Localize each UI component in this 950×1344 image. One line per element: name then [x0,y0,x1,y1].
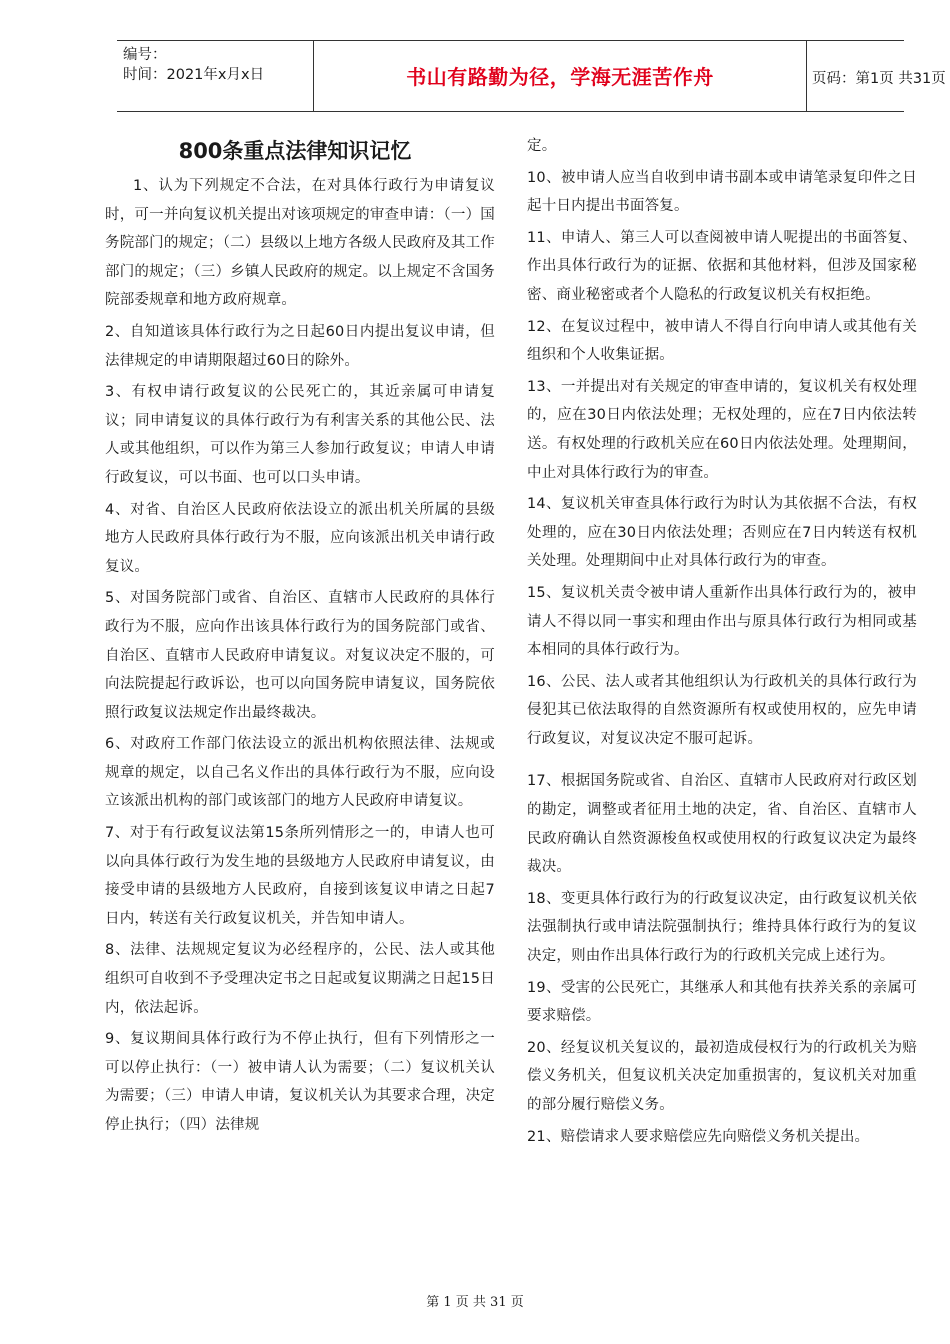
paragraph: 2、自知道该具体行政行为之日起60日内提出复议申请，但法律规定的申请期限超过60日的除外。 [105,323,495,369]
motto: 书山有路勤为径，学海无涯苦作舟 [406,65,714,89]
paragraph: 8、法律、法规规定复议为必经程序的，公民、法人或其他组织可自收到不予受理决定书之日起或复议期满之日起15日内，依法起诉。 [105,942,495,1016]
page-code: 页码：第1页 共31页 [812,71,946,87]
paragraph: 19、受害的公民死亡，其继承人和其他有扶养关系的亲属可要求赔偿。 [527,979,917,1025]
header-left-cell [117,41,313,111]
paragraph: 1、认为下列规定不合法，在对具体行政行为申请复议时，可一并向复议机关提出对该项规定的审查申请：（一）国务院部门的规定；（二）县级以上地方各级人民政府及其工作部门的规定；（三）乡镇人民政府的规定。以上规定不含国务院部委规章和地方政府规章。 [105,178,495,309]
paragraph: 18、变更具体行政行为的行政复议决定，由行政复议机关依法强制执行或申请法院强制执行；维持具体行政行为的复议决定，则由作出具体行政行为的行政机关完成上述行为。 [527,890,917,965]
paragraph: 16、公民、法人或者其他组织认为行政机关的具体行政行为侵犯其已依法取得的自然资源所有权或使用权的，应先申请行政复议，对复议决定不服可起诉。 [527,673,917,747]
paragraph: 12、在复议过程中，被申请人不得自行向申请人或其他有关组织和个人收集证据。 [527,318,917,364]
paragraph: 14、复议机关审查具体行政行为时认为其依据不合法，有权处理的，应在30日内依法处理；否则应在7日内转送有权机关处理。处理期间中止对具体行政行为的审查。 [527,496,917,570]
paragraph: 4、对省、自治区人民政府依法设立的派出机关所属的县级地方人民政府具体行政行为不服，应向该派出机关申请行政复议。 [105,501,495,575]
paragraph: 定。 [527,138,557,154]
header-motto-cell [313,41,807,111]
header-right-cell [806,41,946,111]
number-label: 编号： [123,47,167,63]
page-footer: 第 1 页 共 31 页 [426,1295,524,1310]
paragraph: 17、根据国务院或省、自治区、直辖市人民政府对行政区划的勘定，调整或者征用土地的决定，省、自治区、直辖市人民政府确认自然资源梭鱼权或使用权的行政复议决定为最终裁决。 [527,773,917,876]
paragraph: 7、对于有行政复议法第15条所列情形之一的，申请人也可以向具体行政行为发生地的县级地方人民政府申请复议，由接受申请的县级地方人民政府，自接到该复议申请之日起7日内，转送有关行政复议机关，并告知申请人。 [105,825,495,927]
paragraph: 11、申请人、第三人可以查阅被申请人呢提出的书面答复、作出具体行政行为的证据、依据和其他材料，但涉及国家秘密、商业秘密或者个人隐私的行政复议机关有权拒绝。 [527,229,917,303]
paragraph: 20、经复议机关复议的，最初造成侵权行为的行政机关为赔偿义务机关，但复议机关决定加重损害的，复议机关对加重的部分履行赔偿义务。 [527,1039,917,1113]
paragraph: 13、一并提出对有关规定的审查申请的，复议机关有权处理的，应在30日内依法处理；无权处理的，应在7日内依法转送。有权处理的行政机关应在60日内依法处理。处理期间，中止对具体行政行为的审查。 [527,378,917,481]
document-title: 800条重点法律知识记忆 [178,139,412,163]
paragraph: 5、对国务院部门或省、自治区、直辖市人民政府的具体行政行为不服，应向作出该具体行政行为的国务院部门或省、自治区、直辖市人民政府申请复议。对复议决定不服的，可向法院提起行政诉讼，也可以向国务院申请复议，国务院依照行政复议法规定作出最终裁决。 [105,590,495,721]
paragraph: 9、复议期间具体行政行为不停止执行，但有下列情形之一可以停止执行：（一）被申请人认为需要；（二）复议机关认为需要；（三）申请人申请，复议机关认为其要求合理，决定停止执行；（四）法律规 [105,1031,495,1133]
right-column [527,132,917,1154]
paragraph: 3、有权申请行政复议的公民死亡的，其近亲属可申请复议；同申请复议的具体行政行为有利害关系的其他公民、法人或其他组织，可以作为第三人参加行政复议；申请人申请行政复议，可以书面、也可以口头申请。 [105,384,495,486]
paragraph: 6、对政府工作部门依法设立的派出机构依照法律、法规或规章的规定，以自己名义作出的具体行政行为不服，应向设立该派出机构的部门或该部门的地方人民政府申请复议。 [105,736,495,810]
paragraph: 15、复议机关责令被申请人重新作出具体行政行为的，被申请人不得以同一事实和理由作出与原具体行政行为相同或基本相同的具体行政行为。 [527,584,917,659]
left-column [105,130,495,1143]
paragraph: 10、被申请人应当自收到申请书副本或申请笔录复印件之日起十日内提出书面答复。 [527,169,917,215]
page-header [117,40,946,112]
time-label: 时间：2021年x月x日 [123,67,265,83]
paragraph: 21、赔偿请求人要求赔偿应先向赔偿义务机关提出。 [527,1128,870,1145]
